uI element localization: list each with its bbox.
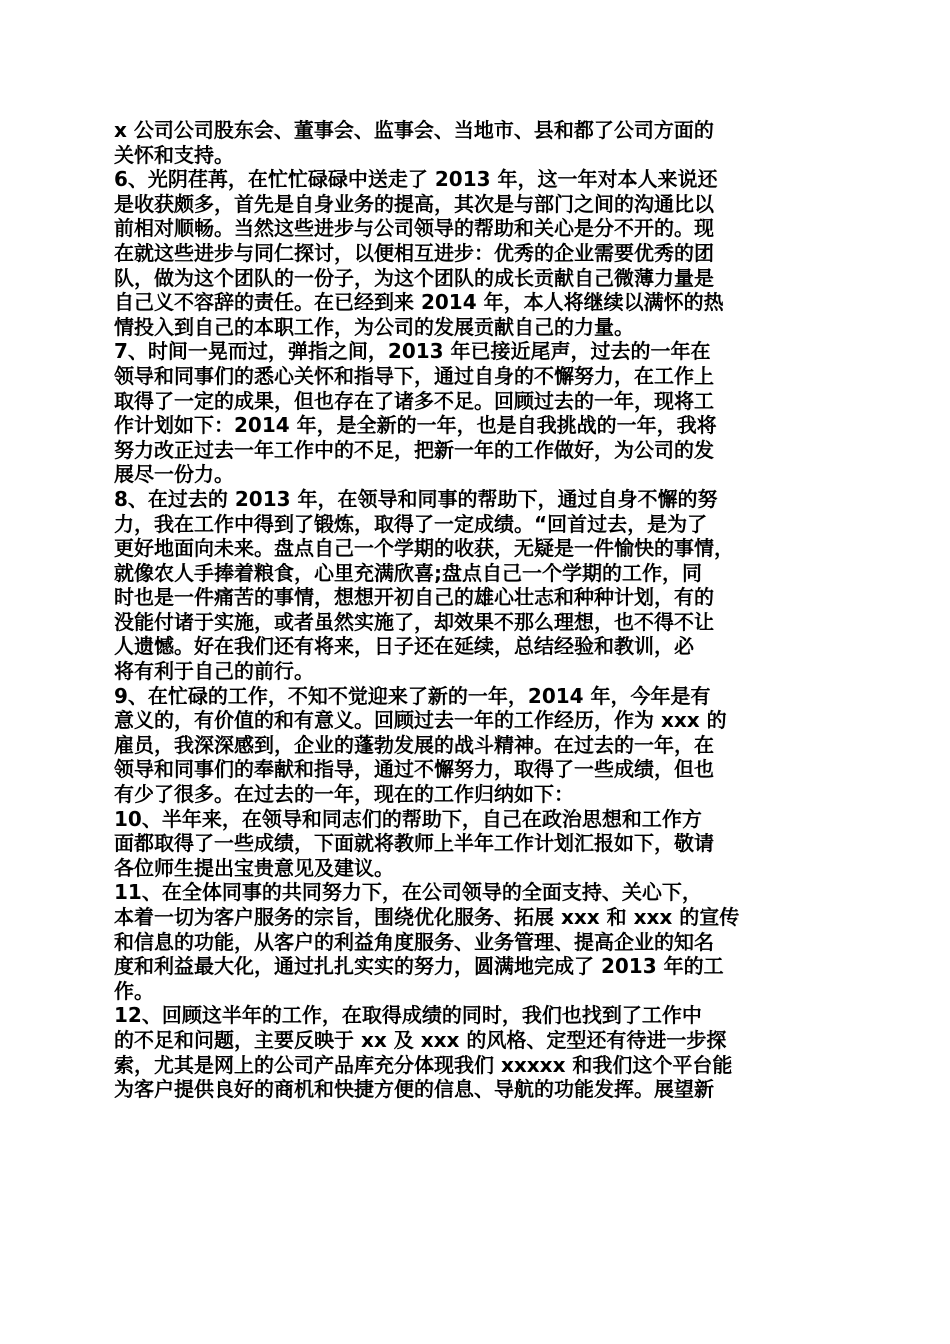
text-line: 领导和同事们的悉心关怀和指导下，通过自身的不懈努力，在工作上	[114, 363, 714, 388]
text-line: 领导和同事们的奉献和指导，通过不懈努力，取得了一些成绩，但也	[114, 757, 714, 782]
text-line: 8、在过去的 2013 年，在领导和同事的帮助下，通过自身不懈的努	[114, 486, 718, 511]
text-line: 和信息的功能，从客户的利益角度服务、业务管理、提高企业的知名	[114, 929, 714, 954]
text-line: 度和利益最大化，通过扎扎实实的努力，圆满地完成了 2013 年的工	[114, 954, 724, 979]
text-line: 12、回顾这半年的工作，在取得成绩的同时，我们也找到了工作中	[114, 1003, 702, 1028]
text-line: 10、半年来，在领导和同志们的帮助下，自己在政治思想和工作方	[114, 806, 702, 831]
text-line: 队，做为这个团队的一份子，为这个团队的成长贡献自己微薄力量是	[114, 265, 714, 290]
text-line: 作。	[114, 978, 154, 1003]
text-line: 意义的，有价值的和有意义。回顾过去一年的工作经历，作为 xxx 的	[114, 708, 727, 733]
text-line: 11、在全体同事的共同努力下，在公司领导的全面支持、关心下，	[114, 880, 702, 905]
text-line: 作计划如下：2014 年，是全新的一年，也是自我挑战的一年，我将	[114, 413, 717, 438]
text-line: 力，我在工作中得到了锻炼，取得了一定成绩。“回首过去，是为了	[114, 511, 708, 536]
text-line: 是收获颇多，首先是自身业务的提高，其次是与部门之间的沟通比以	[114, 191, 714, 216]
text-line: 自己义不容辞的责任。在已经到来 2014 年，本人将继续以满怀的热	[114, 290, 724, 315]
document-body	[114, 118, 854, 1102]
text-line: 雇员，我深深感到，企业的蓬勃发展的战斗精神。在过去的一年，在	[114, 732, 714, 757]
text-line: 取得了一定的成果，但也存在了诸多不足。回顾过去的一年，现将工	[114, 388, 714, 413]
text-line: 在就这些进步与同仁探讨，以便相互进步：优秀的企业需要优秀的团	[114, 240, 714, 265]
text-line: 展尽一份力。	[114, 462, 234, 487]
text-line: 的不足和问题，主要反映于 xx 及 xxx 的风格、定型还有待进一步探	[114, 1027, 727, 1052]
text-line: 努力改正过去一年工作中的不足，把新一年的工作做好，为公司的发	[114, 437, 714, 462]
text-line: 关怀和支持。	[114, 142, 234, 167]
text-line: 没能付诸于实施，或者虽然实施了，却效果不那么理想，也不得不让	[114, 609, 714, 634]
text-line: 将有利于自己的前行。	[114, 659, 314, 684]
text-line: 情投入到自己的本职工作，为公司的发展贡献自己的力量。	[114, 314, 634, 339]
text-line: 更好地面向未来。盘点自己一个学期的收获，无疑是一件愉快的事情，	[114, 536, 734, 561]
text-line: 就像农人手捧着粮食，心里充满欣喜;盘点自己一个学期的工作，同	[114, 560, 702, 585]
text-line: 时也是一件痛苦的事情，想想开初自己的雄心壮志和种种计划，有的	[114, 585, 714, 610]
text-line: 7、时间一晃而过，弹指之间，2013 年已接近尾声，过去的一年在	[114, 339, 711, 364]
text-line: 人遗憾。好在我们还有将来，日子还在延续，总结经验和教训，必	[114, 634, 694, 659]
text-line: 本着一切为客户服务的宗旨，围绕优化服务、拓展 xxx 和 xxx 的宣传	[114, 905, 740, 929]
text-line: 各位师生提出宝贵意见及建议。	[114, 855, 394, 880]
text-line: 9、在忙碌的工作，不知不觉迎来了新的一年，2014 年，今年是有	[114, 683, 711, 708]
text-line: 面都取得了一些成绩，下面就将教师上半年工作计划汇报如下，敬请	[114, 831, 714, 856]
text-line: 有少了很多。在过去的一年，现在的工作归纳如下：	[114, 782, 574, 807]
text-line: 索，尤其是网上的公司产品库充分体现我们 xxxxx 和我们这个平台能	[114, 1052, 733, 1077]
text-line: 为客户提供良好的商机和快捷方便的信息、导航的功能发挥。展望新	[114, 1077, 714, 1102]
text-line: 6、光阴荏苒，在忙忙碌碌中送走了 2013 年，这一年对本人来说还	[114, 167, 718, 192]
text-line: 前相对顺畅。当然这些进步与公司领导的帮助和关心是分不开的。现	[114, 216, 714, 241]
text-line: x 公司公司股东会、董事会、监事会、当地市、县和都了公司方面的	[114, 118, 714, 142]
